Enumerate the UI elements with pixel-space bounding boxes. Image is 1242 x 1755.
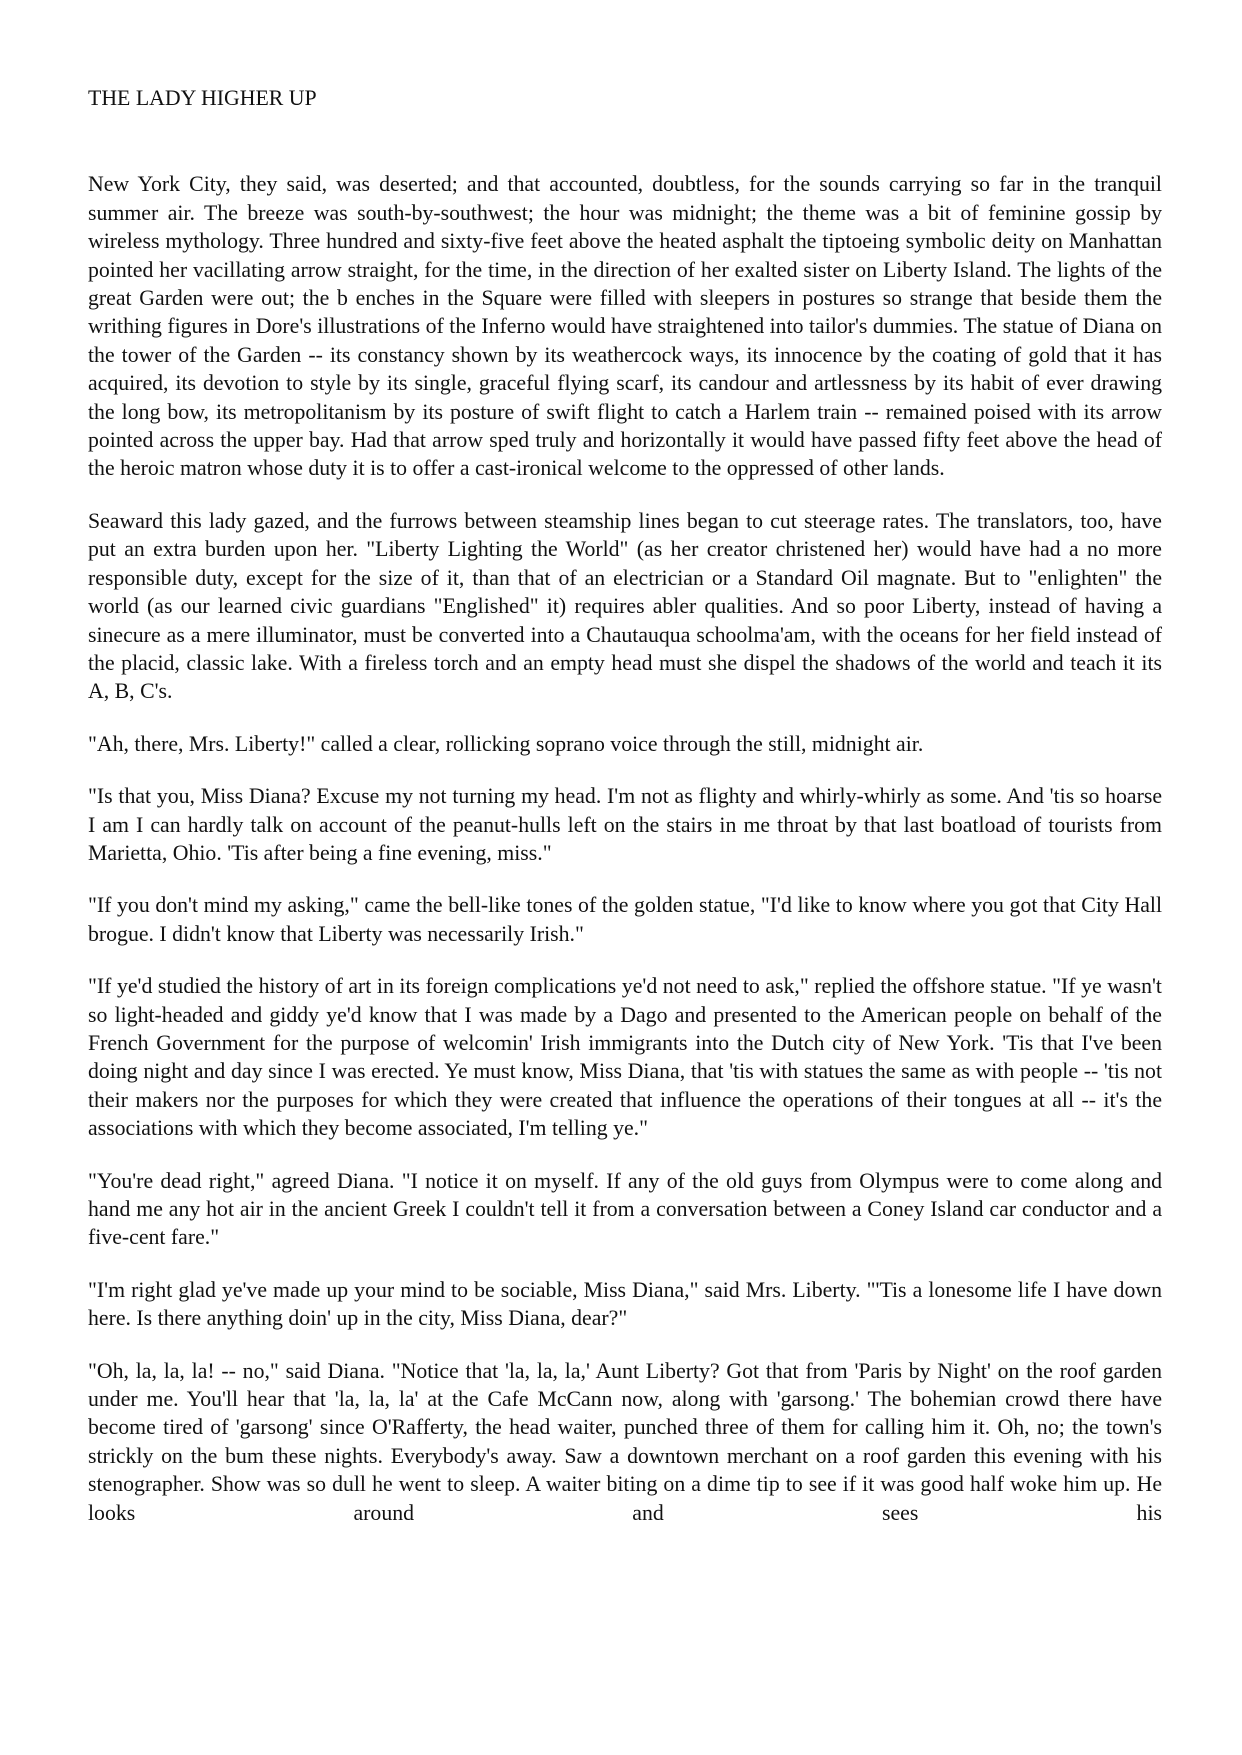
paragraph-8: "I'm right glad ye've made up your mind to be sociable, Miss Diana," said Mrs. Liberty. "'Tis a lonesome life I have down here. Is there anything doin' up in the city, Miss Diana, dear?": [88, 1277, 1162, 1331]
paragraph-9: "Oh, la, la, la! -- no," said Diana. "Notice that 'la, la, la,' Aunt Liberty? Got that from 'Paris by Night' on the roof garden under me. You'll hear that 'la, la, la' at the Cafe McCann now, along with 'garsong.' The bohemian crowd there have become tired of 'garsong' since O'Rafferty, the head waiter, punched three of them for calling him it. Oh, no; the town's strickly on the bum these nights. Everybody's away. Saw a downtown merchant on a roof garden this evening with his stenographer. Show was so dull he went to sleep. A waiter biting on a dime tip to see if it was good half woke him up. He looks around and sees his: [88, 1358, 1162, 1525]
paragraph-5: "If you don't mind my asking," came the bell-like tones of the golden statue, "I'd like to know where you got that City Hall brogue. I didn't know that Liberty was necessarily Irish.": [88, 893, 1162, 946]
paragraph-4: "Is that you, Miss Diana? Excuse my not turning my head. I'm not as flighty and whirly-whirly as some. And 'tis so hoarse I am I can hardly talk on account of the peanut-hulls left on the stairs in me throat by that last boatload of tourists from Marietta, Ohio. 'Tis after being a fine evening, miss.": [88, 784, 1162, 865]
paragraph-2: Seaward this lady gazed, and the furrows between steamship lines began to cut steerage rates. The translators, too, have put an extra burden upon her. "Liberty Lighting the World" (as her creator christened her) would have had a no more responsible duty, except for the size of it, than that of an electrician or a Standard Oil magnate. But to "enlighten" the world (as our learned civic guardians "Englished" it) requires abler qualities. And so poor Liberty, instead of having a sinecure as a mere illuminator, must be converted into a Chautauqua schoolma'am, with the oceans for her field instead of the placid, classic lake. With a fireless torch and an empty head must she dispel the shadows of the world and teach it its A, B, C's.: [88, 508, 1162, 704]
paragraph-1: New York City, they said, was deserted; and that accounted, doubtless, for the sounds carrying so far in the tranquil summer air. The breeze was south-by-southwest; the hour was midnight; the theme was a bit of feminine gossip by wireless mythology. Three hundred and sixty-five feet above the heated asphalt the tiptoeing symbolic deity on Manhattan pointed her vacillating arrow straight, for the time, in the direction of her exalted sister on Liberty Island. The lights of the great Garden were out; the b enches in the Square were filled with sleepers in postures so strange that beside them the writhing figures in Dore's illustrations of the Inferno would have straightened into tailor's dummies. The statue of Diana on the tower of the Garden -- its constancy shown by its weathercock ways, its innocence by the coating of gold that it has acquired, its devotion to style by its single, graceful flying scarf, its candour and artlessness by its habit of ever drawing the long bow, its metropolitanism by its posture of swift flight to catch a Harlem train -- remained poised with its arrow pointed across the upper bay. Had that arrow sped truly and horizontally it would have passed fifty feet above the head of the heroic matron whose duty it is to offer a cast-ironical welcome to the oppressed of other lands.: [88, 172, 1162, 481]
paragraph-3: "Ah, there, Mrs. Liberty!" called a clear, rollicking soprano voice through the still, midnight air.: [88, 731, 924, 756]
paragraph-7: "You're dead right," agreed Diana. "I notice it on myself. If any of the old guys from Olympus were to come along and hand me any hot air in the ancient Greek I couldn't tell it from a conversation between a Coney Island car conductor and a five-cent fare.": [88, 1168, 1162, 1250]
document-page: [88, 84, 1162, 1551]
paragraph-6: "If ye'd studied the history of art in its foreign complications ye'd not need to ask," replied the offshore statue. "If ye wasn't so light-headed and giddy ye'd know that I was made by a Dago and presented to the American people on behalf of the French Government for the purpose of welcomin' Irish immigrants into the Dutch city of New York. 'Tis that I've been doing night and day since I was erected. Ye must know, Miss Diana, that 'tis with statues the same as with people -- 'tis not their makers nor the purposes for which they were created that influence the operations of their tongues at all -- it's the associations with which they become associated, I'm telling ye.": [88, 974, 1162, 1141]
document-title: THE LADY HIGHER UP: [88, 86, 317, 110]
